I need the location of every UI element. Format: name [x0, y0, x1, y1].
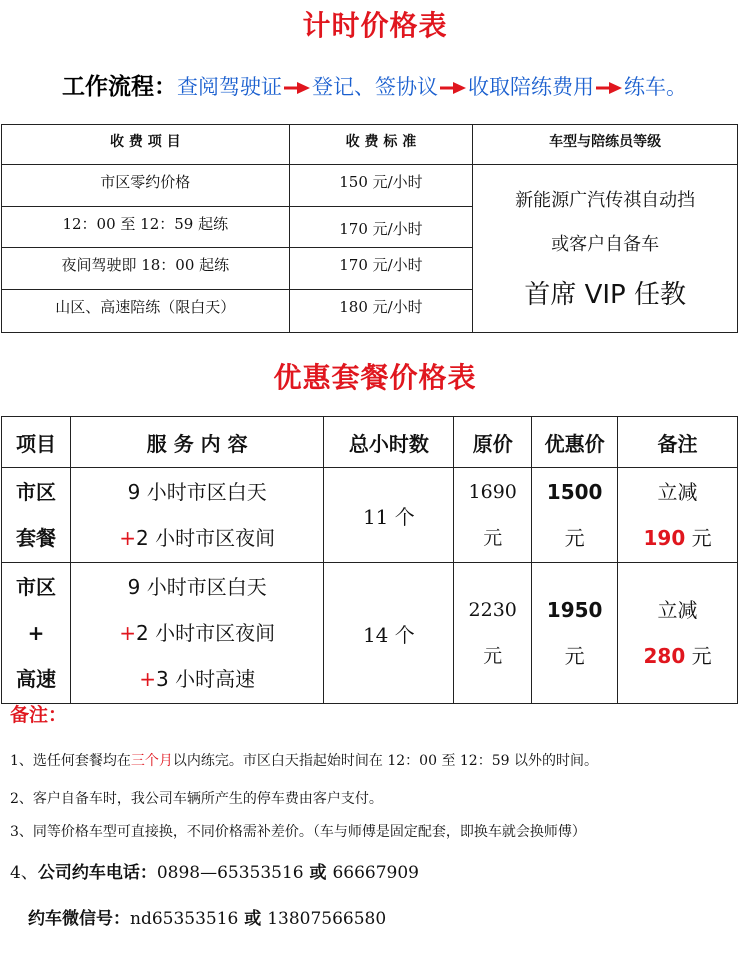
flow-step-1: 查阅驾驶证 — [177, 75, 282, 99]
arrow-right-icon — [283, 81, 311, 95]
original-price-value: 2230 — [468, 599, 517, 621]
sale-price-cell — [532, 563, 618, 704]
service-cell — [70, 468, 324, 563]
discount-cell — [618, 468, 738, 563]
table-row — [2, 468, 738, 563]
phone-number: 66667909 — [332, 863, 419, 883]
price-cell: 170 元/小时 — [289, 207, 473, 248]
table-header-row — [2, 417, 738, 468]
package-price-table — [1, 416, 738, 704]
work-flow — [62, 68, 742, 101]
arrow-right-icon — [439, 81, 467, 95]
project-cell — [2, 468, 71, 563]
header-item: 收 费 项 目 — [2, 125, 290, 165]
header-project: 项目 — [2, 417, 71, 468]
note-line-1: 1、选任何套餐均在三个月以内练完。市区白天指起始时间在 12：00 至 12：59 以外的时间。 — [10, 753, 598, 769]
service-line: +2 小时市区夜间 — [119, 621, 276, 645]
price-cell: 170 元/小时 — [289, 248, 473, 290]
header-sale-price: 优惠价 — [532, 417, 618, 468]
package-price-title: 优惠套餐价格表 — [273, 361, 477, 394]
item-cell: 12：00 至 12：59 起练 — [2, 207, 290, 248]
sale-price-unit: 元 — [564, 526, 585, 550]
service-line: +3 小时高速 — [139, 667, 256, 691]
flow-step-2: 登记、签协议 — [312, 75, 438, 99]
note-line-2: 2、客户自备车时，我公司车辆所产生的停车费由客户支付。 — [10, 791, 383, 807]
project-line: 市区 — [15, 575, 56, 599]
project-cell — [2, 563, 71, 704]
header-service: 服 务 内 容 — [70, 417, 324, 468]
notes-section — [10, 700, 740, 929]
discount-label: 立减 — [657, 598, 698, 622]
original-price-unit: 元 — [483, 645, 503, 667]
original-price-cell — [454, 468, 532, 563]
wechat-line: 约车微信号：nd65353516 或 13807566580 — [28, 909, 387, 929]
price-cell: 150 元/小时 — [289, 165, 473, 207]
phone-number: 0898—65353516 — [156, 863, 304, 883]
item-cell: 市区零约价格 — [2, 165, 290, 207]
hourly-price-table — [1, 124, 738, 333]
original-price-cell — [454, 563, 532, 704]
note-line-4: 4、公司约车电话：0898—65353516 或 66667909 — [10, 863, 419, 883]
flow-step-4: 练车。 — [624, 75, 687, 99]
work-flow-label: 工作流程： — [62, 74, 177, 100]
discount-label: 立减 — [657, 480, 698, 504]
table-row — [2, 563, 738, 704]
car-level-cell — [473, 165, 738, 333]
header-note: 备注 — [618, 417, 738, 468]
item-cell: 夜间驾驶即 18：00 起练 — [2, 248, 290, 290]
original-price-unit: 元 — [483, 527, 503, 549]
project-line: 市区 — [15, 480, 56, 504]
hours-cell: 14 个 — [324, 563, 454, 704]
discount-amount: 190 元 — [643, 526, 712, 550]
header-price: 收 费 标 准 — [289, 125, 473, 165]
note-line-3: 3、同等价格车型可直接换，不同价格需补差价。（车与师傅是固定配套，即换车就会换师傅） — [10, 824, 586, 840]
item-cell: 山区、高速陪练（限白天） — [2, 290, 290, 333]
discount-amount: 280 元 — [643, 644, 712, 668]
hourly-price-title: 计时价格表 — [302, 9, 448, 42]
sale-price-unit: 元 — [564, 644, 585, 668]
flow-step-3: 收取陪练费用 — [468, 75, 594, 99]
car-model-line: 新能源广汽传祺自动挡 — [515, 190, 696, 211]
price-cell: 180 元/小时 — [289, 290, 473, 333]
notes-heading: 备注： — [10, 704, 68, 726]
service-cell — [70, 563, 324, 704]
hours-cell: 11 个 — [324, 468, 454, 563]
sale-price-value: 1950 — [546, 598, 603, 622]
project-line: 套餐 — [15, 526, 56, 550]
discount-cell — [618, 563, 738, 704]
table-row — [2, 165, 738, 207]
header-hours: 总小时数 — [324, 417, 454, 468]
sale-price-value: 1500 — [546, 480, 603, 504]
project-line: 高速 — [15, 667, 56, 691]
own-car-line: 或客户自备车 — [551, 234, 660, 255]
header-original-price: 原价 — [454, 417, 532, 468]
wechat-id: 13807566580 — [267, 909, 387, 929]
table-header-row — [2, 125, 738, 165]
wechat-id: nd65353516 — [130, 909, 239, 929]
project-line: + — [27, 621, 45, 645]
service-line: +2 小时市区夜间 — [119, 526, 276, 550]
service-line: 9 小时市区白天 — [127, 480, 267, 504]
vip-coach-line: 首席 VIP 任教 — [524, 280, 686, 310]
original-price-value: 1690 — [468, 481, 517, 503]
header-car-level: 车型与陪练员等级 — [473, 125, 738, 165]
arrow-right-icon — [595, 81, 623, 95]
service-line: 9 小时市区白天 — [127, 575, 267, 599]
sale-price-cell — [532, 468, 618, 563]
